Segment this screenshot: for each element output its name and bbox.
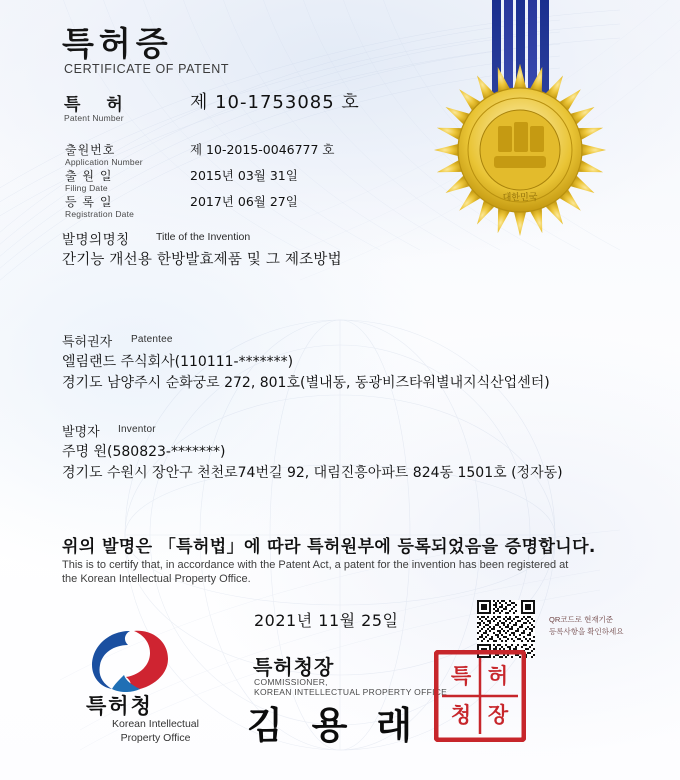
- commissioner-signature: 김 용 래: [247, 704, 420, 747]
- invention-title-label-ko: 발명의명칭: [62, 232, 130, 248]
- patentee-label-ko: 특허권자: [62, 335, 113, 350]
- issue-date: 2021년 11월 25일: [254, 611, 399, 630]
- certification-statement-ko: 위의 발명은 「특허법」에 따라 특허원부에 등록되었음을 증명합니다.: [62, 537, 596, 557]
- patent-number-label-ko: 특 허: [64, 95, 133, 115]
- svg-text:허: 허: [487, 664, 509, 688]
- commissioner-title-en-line2: KOREAN INTELLECTUAL PROPERTY OFFICE: [254, 687, 448, 697]
- qr-note-line2: 등록사항을 확인하세요: [549, 627, 624, 636]
- invention-title-value: 간기능 개선용 한방발효제품 및 그 제조방법: [62, 252, 342, 268]
- patentee-address: 경기도 남양주시 순화궁로 272, 801호(별내동, 동광비즈타워별내지식산업센터): [62, 375, 550, 391]
- page-title-english: CERTIFICATE OF PATENT: [64, 62, 230, 76]
- patentee-label-en: Patentee: [131, 334, 173, 345]
- application-number-value: 제 10-2015-0046777 호: [190, 142, 335, 157]
- patent-number-value: 제 10-1753085 호: [190, 92, 360, 113]
- registration-date-label-ko: 등 록 일: [65, 195, 113, 209]
- gold-seal-emblem: [432, 62, 608, 238]
- qr-note-line1: QR코드로 현재기준: [549, 615, 614, 624]
- svg-text:청: 청: [450, 703, 472, 727]
- commissioner-title-ko: 특허청장: [253, 655, 335, 679]
- patentee-name: 엘림랜드 주식회사(110111-*******): [62, 354, 294, 370]
- certification-statement-en-line2: the Korean Intellectual Property Office.: [62, 573, 251, 585]
- certification-statement-en-line1: This is to certify that, in accordance with the Patent Act, a patent for the invention has been registered at: [62, 559, 569, 571]
- office-name-en-line2: Property Office: [120, 732, 191, 744]
- official-red-stamp: [434, 650, 526, 742]
- inventor-address: 경기도 수원시 장안구 천천로74번길 92, 대림진흥아파트 824동 1501호 (정자동): [62, 465, 563, 481]
- inventor-name: 주명 원(580823-*******): [62, 444, 226, 460]
- application-number-label-ko: 출원번호: [65, 143, 116, 157]
- filing-date-label-en: Filing Date: [65, 183, 108, 193]
- inventor-label-ko: 발명자: [62, 425, 100, 440]
- registration-date-value: 2017년 06월 27일: [190, 194, 298, 209]
- office-name-en-line1: Korean Intellectual: [112, 718, 199, 730]
- svg-text:특: 특: [450, 664, 472, 688]
- inventor-label-en: Inventor: [118, 424, 156, 435]
- filing-date-value: 2015년 03월 31일: [190, 168, 298, 183]
- page-title-korean: 특허증: [62, 24, 173, 63]
- patent-number-label-en: Patent Number: [64, 113, 124, 123]
- office-name-ko: 특허청: [86, 694, 153, 718]
- invention-title-label-en: Title of the Invention: [156, 231, 251, 243]
- application-number-label-en: Application Number: [65, 157, 143, 167]
- commissioner-title-en-line1: COMMISSIONER,: [254, 677, 328, 687]
- svg-text:장: 장: [487, 703, 509, 727]
- filing-date-label-ko: 출 원 일: [65, 169, 113, 183]
- kipo-taegeuk-logo-icon: [82, 625, 178, 695]
- svg-text:대한민국: 대한민국: [502, 193, 538, 203]
- registration-date-label-en: Registration Date: [65, 209, 135, 219]
